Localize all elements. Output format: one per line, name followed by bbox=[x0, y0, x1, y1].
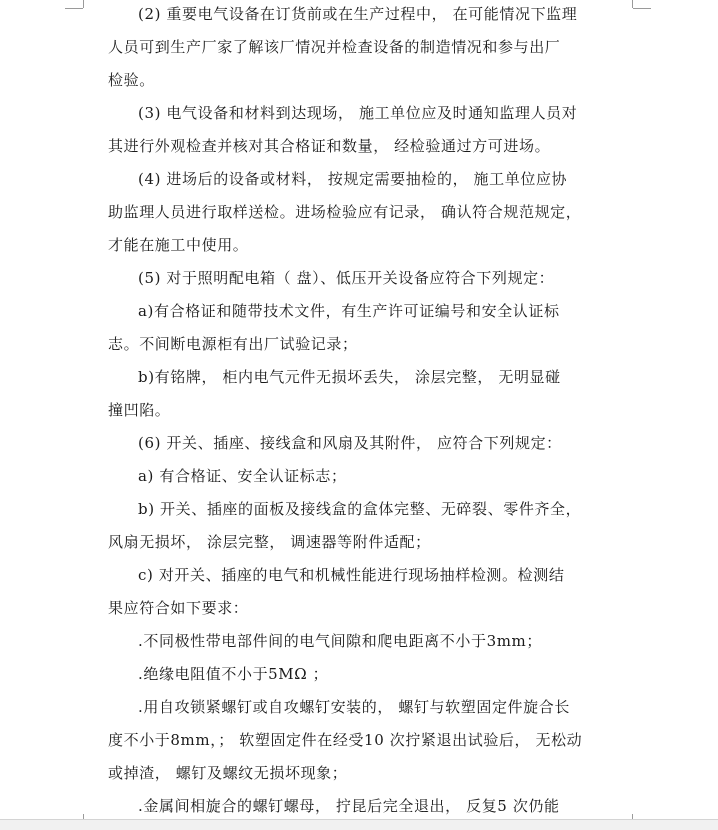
text-line: 或掉渣， 螺钉及螺纹无损坏现象； bbox=[108, 764, 348, 782]
crop-mark-top-left bbox=[83, 0, 84, 8]
text-line: 助监理人员进行取样送检。进场检验应有记录， 确认符合规范规定， bbox=[108, 203, 582, 221]
text-line: a)有合格证和随带技术文件，有生产许可证编号和安全认证标 bbox=[138, 302, 560, 320]
text-line: .不同极性带电部件间的电气间隙和爬电距离不小于3mm； bbox=[138, 632, 542, 650]
text-line: (6) 开关、插座、接线盒和风扇及其附件， 应符合下列规定： bbox=[138, 434, 562, 452]
crop-mark-top-right-horizontal bbox=[633, 8, 651, 9]
text-line: 度不小于8mm，； 软塑固定件在经受10 次拧紧退出试验后， 无松动 bbox=[108, 731, 583, 749]
text-line: .用自攻锁紧螺钉或自攻螺钉安装的， 螺钉与软塑固定件旋合长 bbox=[138, 698, 570, 716]
text-line: (2) 重要电气设备在订货前或在生产过程中， 在可能情况下监理 bbox=[138, 5, 578, 23]
text-line: 撞凹陷。 bbox=[108, 401, 171, 419]
text-line: 才能在施工中使用。 bbox=[108, 236, 249, 254]
text-line: .金属间相旋合的螺钉螺母， 拧昆后完全退出， 反复5 次仍能 bbox=[138, 797, 560, 815]
text-line: .绝缘电阻值不小于5MΩ ； bbox=[138, 665, 329, 683]
text-line: a) 有合格证、安全认证标志； bbox=[138, 467, 347, 485]
text-line: 果应符合如下要求： bbox=[108, 599, 249, 617]
text-line: b)有铭牌， 柜内电气元件无损坏丢失， 涂层完整， 无明显碰 bbox=[138, 368, 561, 386]
text-line: 志。不间断电源柜有出厂试验记录； bbox=[108, 335, 358, 353]
crop-mark-top-right bbox=[632, 0, 633, 8]
text-line: (3) 电气设备和材料到达现场， 施工单位应及时通知监理人员对 bbox=[138, 104, 578, 122]
text-line: (5) 对于照明配电箱（ 盘）、低压开关设备应符合下列规定： bbox=[138, 269, 555, 287]
text-line: b) 开关、插座的面板及接线盒的盒体完整、无碎裂、零件齐全， bbox=[138, 500, 582, 518]
text-line: c) 对开关、插座的电气和机械性能进行现场抽样检测。检测结 bbox=[138, 566, 565, 584]
text-line: 其进行外观检查并核对其合格证和数量， 经检验通过方可进场。 bbox=[108, 137, 551, 155]
text-line: 风扇无损坏， 涂层完整， 调速器等附件适配； bbox=[108, 533, 431, 551]
text-line: (4) 进场后的设备或材料， 按规定需要抽检的， 施工单位应协 bbox=[138, 170, 568, 188]
text-line: 检验。 bbox=[108, 71, 155, 89]
page-bottom-edge bbox=[0, 819, 718, 830]
text-line: 人员可到生产厂家了解该厂情况并检查设备的制造情况和参与出厂 bbox=[108, 38, 561, 56]
crop-mark-top-left-horizontal bbox=[65, 8, 83, 9]
